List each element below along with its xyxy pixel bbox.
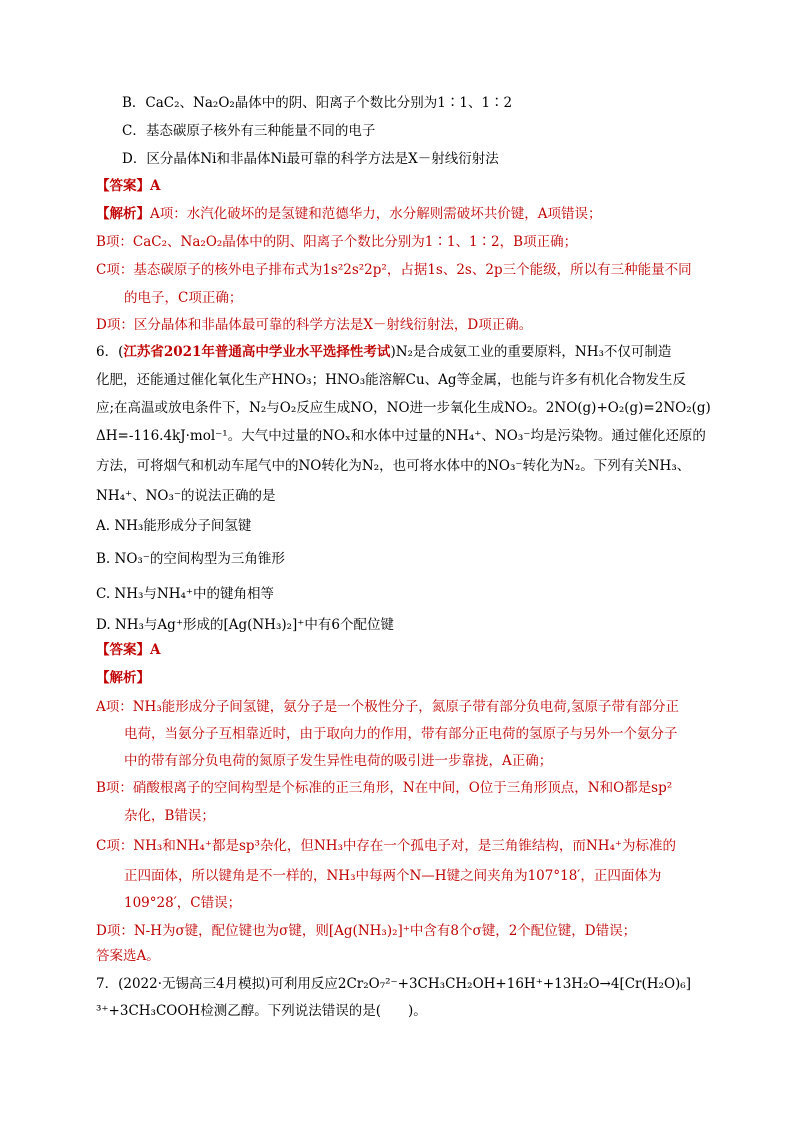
q6-stem-line1 bbox=[96, 342, 671, 362]
question-number: 6．( bbox=[96, 344, 124, 360]
q5-option-d: D．区分晶体Ni和非晶体Ni最可靠的科学方法是X－射线衍射法 bbox=[122, 151, 499, 167]
q6-stem-line2: 化肥，还能通过催化氧化生产HNO₃；HNO₃能溶解Cu、Ag等金属，也能与许多有机化合物发生反 bbox=[96, 372, 687, 388]
q6-option-b: B. NO₃⁻的空间构型为三角锥形 bbox=[96, 551, 285, 567]
q5-analysis-row bbox=[96, 204, 602, 224]
q6-analysis-d1: D项：N-H为σ键，配位键也为σ键，则[Ag(NH₃)₂]⁺中含有8个σ键，2个配位键，D错误； bbox=[96, 923, 637, 939]
q7-stem-line2: ³⁺+3CH₃COOH检测乙醇。下列说法错误的是( )。 bbox=[96, 1003, 427, 1019]
q6-stem-line3: 应;在高温或放电条件下，N₂与O₂反应生成NO，NO进一步氧化生成NO₂。2NO(g)+O₂(g)=2NO₂(g) bbox=[96, 400, 711, 416]
q5-analysis-d: D项：区分晶体和非晶体最可靠的科学方法是X－射线衍射法，D项正确。 bbox=[96, 317, 533, 333]
analysis-tag: 【解析】 bbox=[96, 670, 150, 686]
q6-analysis-tag bbox=[96, 668, 150, 688]
answer-value: A bbox=[150, 642, 161, 658]
q6-analysis-c3: 109°28′，C错误； bbox=[124, 895, 242, 911]
answer-tag: 【答案】 bbox=[96, 178, 150, 194]
q5-analysis-b: B项：CaC₂、Na₂O₂晶体中的阴、阳离子个数比分别为1∶1、1∶2，B项正确； bbox=[96, 234, 578, 250]
q6-analysis-c1: C项：NH₃和NH₄⁺都是sp³杂化，但NH₃中存在一个孤电子对，是三角锥结构，而NH₄⁺为标准的 bbox=[96, 838, 677, 854]
q5-analysis-c1: C项：基态碳原子的核外电子排布式为1s²2s²2p²，占据1s、2s、2p三个能级，所以有三种能量不同 bbox=[96, 262, 692, 278]
q6-analysis-a2: 电荷，当氨分子互相靠近时，由于取向力的作用，带有部分正电荷的氢原子与另外一个氨分子 bbox=[124, 726, 678, 742]
question-source: 江苏省2021年普通高中学业水平选择性考试 bbox=[123, 344, 391, 360]
q5-option-b: B．CaC₂、Na₂O₂晶体中的阴、阳离子个数比分别为1∶1、1∶2 bbox=[122, 95, 513, 111]
q6-analysis-b2: 杂化，B错误； bbox=[124, 808, 215, 824]
answer-tag: 【答案】 bbox=[96, 642, 150, 658]
q6-analysis-a1: A项：NH₃能形成分子间氢键，氨分子是一个极性分子，氮原子带有部分负电荷,氢原子带有部分正 bbox=[96, 699, 680, 715]
q5-answer-row bbox=[96, 176, 160, 196]
q6-option-c: C. NH₃与NH₄⁺中的键角相等 bbox=[96, 586, 275, 602]
q6-stem-line5: 方法，可将烟气和机动车尾气中的NO转化为N₂，也可将水体中的NO₃⁻转化为N₂。下列有关NH₃、 bbox=[96, 458, 691, 474]
q6-analysis-a3: 中的带有部分负电荷的氮原子发生异性电荷的吸引进一步靠拢，A正确； bbox=[124, 753, 553, 769]
q6-analysis-c2: 正四面体，所以键角是不一样的，NH₃中每两个N—H键之间夹角为107°18′，正四面体为 bbox=[124, 868, 662, 884]
q5-analysis-c2: 的电子，C项正确； bbox=[124, 290, 243, 306]
answer-value: A bbox=[150, 178, 161, 194]
q5-analysis-a: A项：水汽化破坏的是氢键和范德华力，水分解则需破坏共价键，A项错误； bbox=[150, 206, 602, 222]
q6-stem-start: )N₂是合成氨工业的重要原料，NH₃不仅可制造 bbox=[390, 344, 672, 360]
q6-analysis-b1: B项：硝酸根离子的空间构型是个标准的正三角形，N在中间，O位于三角形顶点，N和O都是sp² bbox=[96, 780, 673, 796]
q6-stem-line6: NH₄⁺、NO₃⁻的说法正确的是 bbox=[96, 488, 276, 504]
q6-stem-line4: ΔH=-116.4kJ·mol⁻¹。大气中过量的NOₓ和水体中过量的NH₄⁺、NO₃⁻均是污染物。通过催化还原的 bbox=[96, 428, 706, 444]
analysis-tag: 【解析】 bbox=[96, 206, 150, 222]
q6-analysis-d2: 答案选A。 bbox=[96, 948, 160, 964]
q6-answer-row bbox=[96, 640, 160, 660]
q5-option-c: C．基态碳原子核外有三种能量不同的电子 bbox=[122, 123, 376, 139]
q7-stem-line1: 7．(2022·无锡高三4月模拟)可利用反应2Cr₂O₇²⁻+3CH₃CH₂OH+16H⁺+13H₂O→4[Cr(H₂O)₆] bbox=[96, 976, 691, 992]
q6-option-d: D. NH₃与Ag⁺形成的[Ag(NH₃)₂]⁺中有6个配位键 bbox=[96, 617, 395, 633]
q6-option-a: A. NH₃能形成分子间氢键 bbox=[96, 518, 252, 534]
